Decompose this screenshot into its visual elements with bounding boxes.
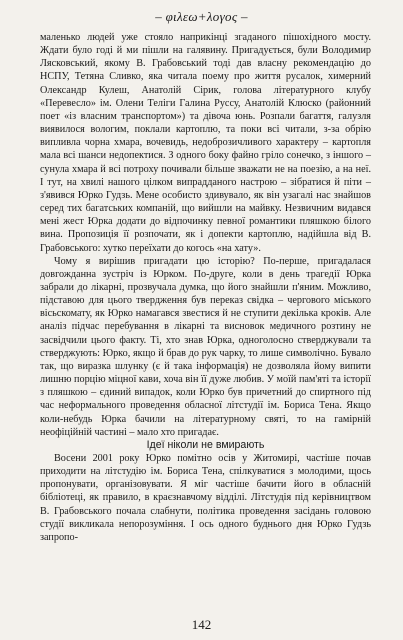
paragraph-2: Чому я вирішив пригадати цю історію? По-перше, пригадалася довгожданна зустріч із Юрком. По-друге, коли в день трагедії Юрка забрали до лікарні, прозвучала думка, що його знайшли п'яним. Можливо, підставою для цього твердження був переказ свідка – чергового міського вісьскомату, як Юрко намагався звестися й не ступити декілька кроків. Але аналіз підчас перебування в лікарні та висновок медичного розтину не засвідчили цього факту. Ті, хто знав Юрка, одноголосно стверджували та стверджують: Юрко, якщо й брав до рук чарку, то лише символічно. Бувало так, що виразка шлунку (є й така інформація) не дозволяла йому випити лишню порцію міцної кави, хоча він її дуже любив. У моїй пам'яті та історії з пляшкою – єдиний випадок, коли Юрко був причетний до спиртного під час неформального проведення обласної літстудії ім. Бориса Тена. Якщо коли-небудь Юрка бачили на літературному святі, то на гамірній неофіційній частині – мало хто пригадає. [40,255,371,438]
paragraph-3: Восени 2001 року Юрко помітно осів у Житомирі, частіше почав приходити на літстудію ім. Бориса Тена, спілкуватися з молодими, щось пропонувати, організовувати. Я міг частіше бачити його в обласній бібліотеці, як правило, в краєзнавчому відділі. Літстудія під керівництвом В. Грабовського почала слабнути, політика проведення засідань головою студії викликала непорозуміння. І ось одного буднього дня Юрко Гудзь запропо- [40,453,371,543]
page-number: 142 [191,617,212,632]
paragraph-1: маленько людей уже стояло наприкінці згаданого пішохідного мосту. Ждати було годі й ми пішли на галявину. Пригадується, були Володимир Лясковський, якому В. Грабовський тоді дав власну рекомендацію до НСПУ, Тетяна Сливко, яка читала поему про життя русалок, химерний Олександр Кулеш, Анатолій Сірик, голова літературного клубу «Перевесло» ім. Олени Теліги Галина Руссу, Анатолій Клюско (районний поет «із власним транспортом») та дівоча юнь. Розпали багаття, галузля виявилося вологим, поклали картоплю, та поки всі читали, з-за обрію випливла чорна хмара, вочевидь, недоброзичливого характеру – картопля мала всі шанси недопектися. З одного боку файно гріло сонечко, з іншого – сунула хмара й всі потроху почивали більше зважати не на поезію, а на неї. І тут, на хвилі нашого цілком випрадданого настрою – зібратися й піти – з'явився Юрко Гудзь. Мене особисто здивувало, як він узагалі нас знайшов серед тих багатських компаній, що вийшли на майвку. Незвичним видався мені жест Юрка додати до відпочинку певної романтики пляшкою білого вина. Пропозиція її розпочати, як і допекти картоплю, надійшла від В. Грабовського: хутко переїхати до когось «на хату». [40,32,371,254]
running-header: – φιλεω+λογος – [155,9,248,24]
page-body [40,31,371,544]
section-title: Ідеї ніколи не вмирають [146,438,265,451]
